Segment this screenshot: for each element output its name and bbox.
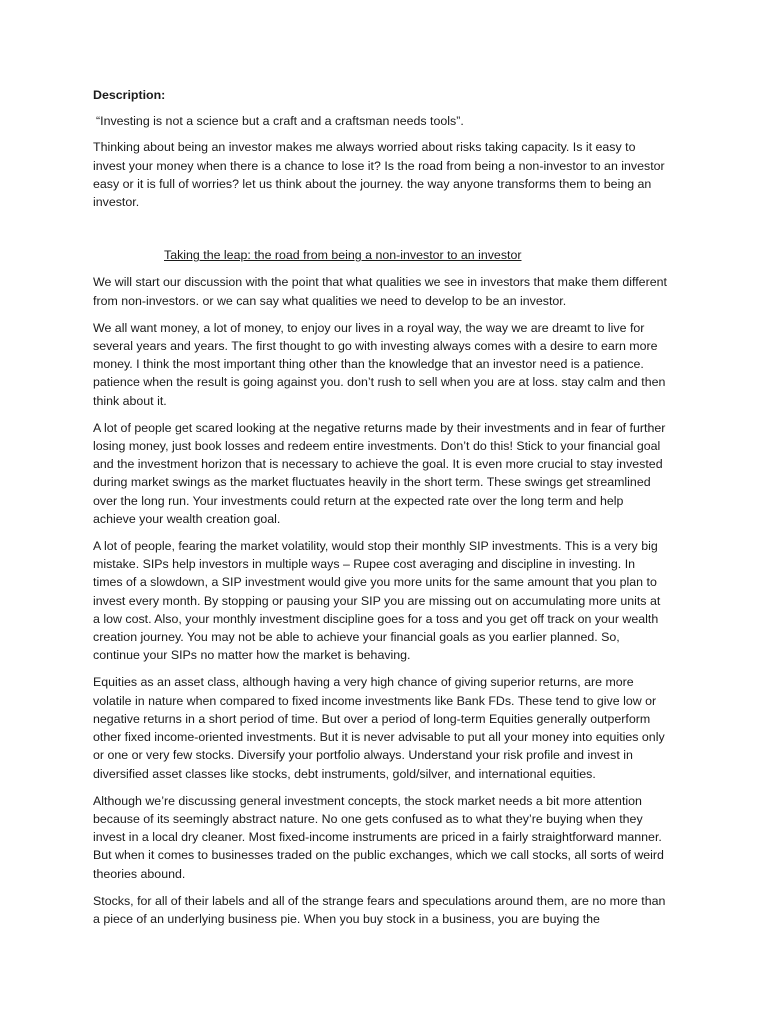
section-spacer — [93, 220, 668, 246]
body-paragraph-4: A lot of people, fearing the market volatility, would stop their monthly SIP investments. This is a very big mistake. SIPs help investors in multiple ways – Rupee cost averaging and discipline in investing. In times of a slowdown, a SIP investment would give you more units for the same amount that you plan to invest every month. By stopping or pausing your SIP you are missing out on accumulating more units at a low cost. Also, your monthly investment discipline goes for a toss and you get off track on your wealth creation journey. You may not be able to achieve your financial goals as you earlier planned. So, continue your SIPs no matter how the market is behaving. — [93, 539, 661, 663]
body-paragraph-7: Stocks, for all of their labels and all of the strange fears and speculations around them, are no more than a piece of an underlying business pie. When you buy stock in a business, you are buying the — [93, 893, 666, 926]
body-paragraph-1: We will start our discussion with the point that what qualities we see in investors that make them different from non-investors. or we can say what qualities we need to develop to be an investor. — [93, 275, 667, 308]
description-label: Description: — [93, 88, 166, 102]
intro-paragraph: Thinking about being an investor makes me always worried about risks taking capacity. Is it easy to invest your money when there is a chance to lose it? Is the road from being a non-investor to an investor easy or it is full of worries? let us think about the journey. the way anyone transforms them to being an investor. — [93, 140, 665, 210]
document-page — [93, 86, 668, 937]
body-paragraph-2: We all want money, a lot of money, to enjoy our lives in a royal way, the way we are dreamt to live for several years and years. The first thought to go with investing always comes with a desire to earn more money. I think the most important thing other than the knowledge that an investor need is a patience. patience when the result is going against you. don’t rush to sell when you are at loss. stay calm and then think about it. — [93, 320, 666, 408]
body-paragraph-6: Although we’re discussing general investment concepts, the stock market needs a bit more attention because of its seemingly abstract nature. No one gets confused as to what they’re buying when they invest in a local dry cleaner. Most fixed-income instruments are priced in a fairly straightforward manner. But when it comes to businesses traded on the public exchanges, which we call stocks, all sorts of weird theories abound. — [93, 793, 664, 881]
body-paragraph-5: Equities as an asset class, although having a very high chance of giving superior returns, are more volatile in nature when compared to fixed income investments like Bank FDs. These tend to give low or negative returns in a short period of time. But over a period of long-term Equities generally outperform other fixed income-oriented investments. But it is never advisable to put all your money into equities only or one or very few stocks. Diversify your portfolio always. Understand your risk profile and invest in diversified asset classes like stocks, debt instruments, gold/silver, and international equities. — [93, 675, 665, 781]
body-paragraph-3: A lot of people get scared looking at the negative returns made by their investments and in fear of further losing money, just book losses and redeem entire investments. Don’t do this! Stick to your financial goal and the investment horizon that is necessary to achieve the goal. It is even more crucial to stay invested during market swings as the market fluctuates heavily in the short term. These swings get streamlined over the long run. Your investments could return at the expected rate over the long term and help achieve your wealth creation goal. — [93, 420, 666, 526]
section-heading: Taking the leap: the road from being a non-investor to an investor — [164, 248, 522, 263]
opening-quote: “Investing is not a science but a craft and a craftsman needs tools”. — [96, 114, 464, 129]
